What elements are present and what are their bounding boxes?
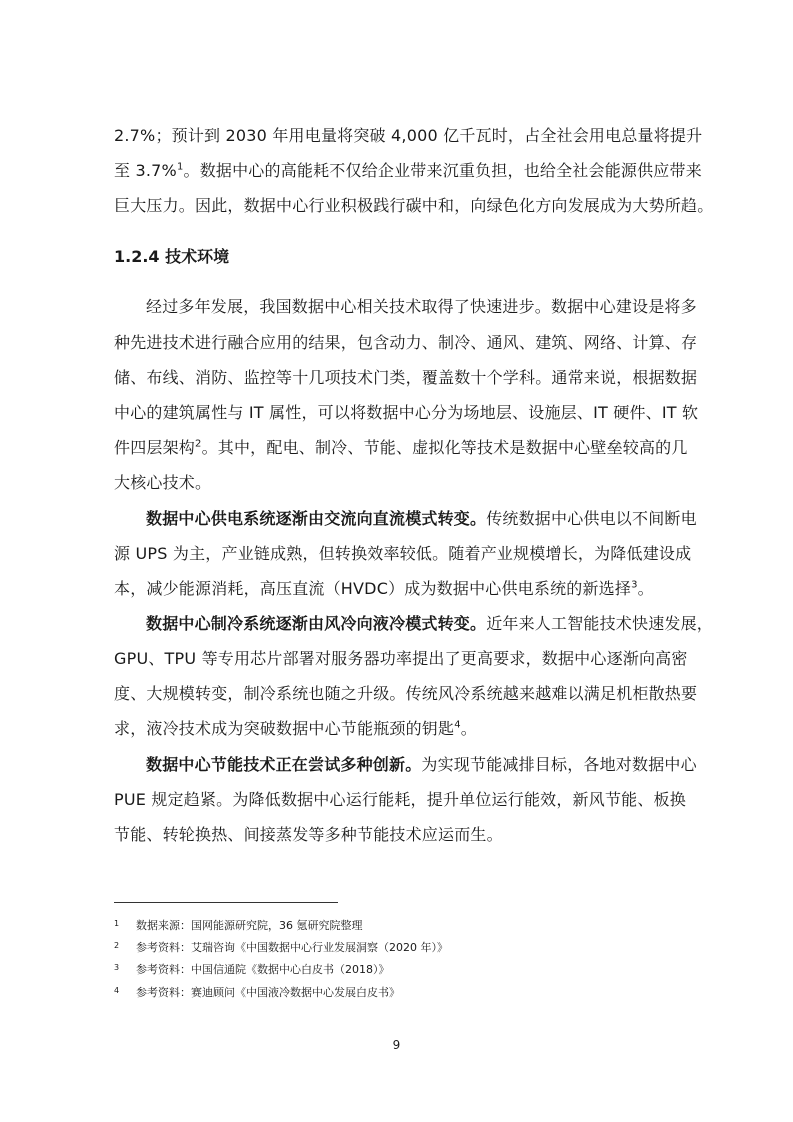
footnote-reference[interactable]: 1 [176,161,184,173]
paragraph-line [114,684,698,704]
paragraph-line [146,755,697,775]
paragraph-line [114,368,698,388]
text-run: 本，减少能源消耗，高压直流（HVDC）成为数据中心供电系统的新选择 [114,579,632,598]
text-run: 至 3.7% [114,161,177,180]
paragraph-line [114,544,692,564]
footnote-item [114,986,400,1000]
text-run: 大核心技术。 [114,473,212,492]
footnote-reference[interactable]: 2 [195,438,202,450]
bold-lead-text: 数据中心供电系统逐渐由交流向直流模式转变。 [146,509,487,528]
text-run: 传统数据中心供电以不间断电 [486,509,697,528]
text-run: 。数据中心的高能耗不仅给企业带来沉重负担，也给全社会能源供应带来 [183,161,702,180]
text-run: 储、布线、消防、监控等十几项技术门类，覆盖数十个学科。通常来说，根据数据 [114,368,698,387]
text-run: 件四层架构 [114,438,196,457]
text-run: 。其中，配电、制冷、节能、虚拟化等技术是数据中心壁垒较高的几 [201,438,688,457]
bold-lead-text: 数据中心节能技术正在尝试多种创新。 [146,755,422,774]
text-run: 。 [460,719,477,738]
paragraph-line [114,473,684,493]
paragraph-line [114,579,684,599]
paragraph-line [114,719,684,739]
paragraph-line [114,161,702,181]
paragraph-line [114,126,703,146]
text-run: 求，液冷技术成为突破数据中心节能瓶颈的钥匙 [114,719,455,738]
paragraph-line [114,333,698,353]
footnote-mark: 2 [114,941,120,950]
text-run: 近年来人工智能技术快速发展， [486,614,714,633]
paragraph-line [114,649,688,669]
footnote-reference[interactable]: 4 [454,719,461,731]
footnote-text: 参考资料：赛迪顾问《中国液冷数据中心发展白皮书》 [136,986,400,999]
footnote-item [114,941,448,955]
paragraph-line [114,790,684,810]
footnote-text: 数据来源：国网能源研究院，36 氪研究院整理 [136,919,363,932]
bold-lead-text: 数据中心制冷系统逐渐由风冷向液冷模式转变。 [146,614,487,633]
text-run: 巨大压力。因此，数据中心行业积极践行碳中和，向绿色化方向发展成为大势所趋。 [114,196,714,215]
paragraph-line [114,438,688,458]
paragraph-line [114,825,684,845]
text-run: 为实现节能减排目标，各地对数据中心 [421,755,697,774]
footnote-reference[interactable]: 3 [631,579,638,591]
text-run: 种先进技术进行融合应用的结果，包含动力、制冷、通风、建筑、网络、计算、存 [114,333,698,352]
section-heading: 1.2.4 技术环境 [114,247,230,266]
footnote-item [114,963,390,977]
paragraph-line [146,614,714,634]
footnote-mark: 4 [114,986,120,995]
paragraph-line [146,509,697,529]
text-run: 2.7%；预计到 2030 年用电量将突破 4,000 亿千瓦时，占全社会用电总量将提升 [114,126,703,145]
text-run: 中心的建筑属性与 IT 属性，可以将数据中心分为场地层、设施层、IT 硬件、IT 软 [114,403,699,422]
text-run: 节能、转轮换热、间接蒸发等多种节能技术应运而生。 [114,825,503,844]
text-run: 。 [637,579,654,598]
text-run: 经过多年发展，我国数据中心相关技术取得了快速进步。数据中心建设是将多 [146,297,697,316]
text-run: GPU、TPU 等专用芯片部署对服务器功率提出了更高要求，数据中心逐渐向高密 [114,649,688,668]
paragraph-line [114,196,714,216]
footnote-mark: 3 [114,963,120,972]
footnote-text: 参考资料：艾瑞咨询《中国数据中心行业发展洞察（2020 年）》 [136,941,448,954]
footnote-item [114,919,363,933]
paragraph-line [114,403,699,423]
footnote-mark: 1 [114,919,120,928]
footnote-text: 参考资料：中国信通院《数据中心白皮书（2018）》 [136,963,390,976]
text-run: 源 UPS 为主，产业链成熟，但转换效率较低。随着产业规模增长，为降低建设成 [114,544,692,563]
text-run: PUE 规定趋紧。为降低数据中心运行能耗，提升单位运行能效，新风节能、板换 [114,790,686,809]
text-run: 度、大规模转变，制冷系统也随之升级。传统风冷系统越来越难以满足机柜散热要 [114,684,698,703]
page-number: 9 [392,1038,401,1052]
footnote-separator [114,902,338,903]
paragraph-line [146,297,697,317]
